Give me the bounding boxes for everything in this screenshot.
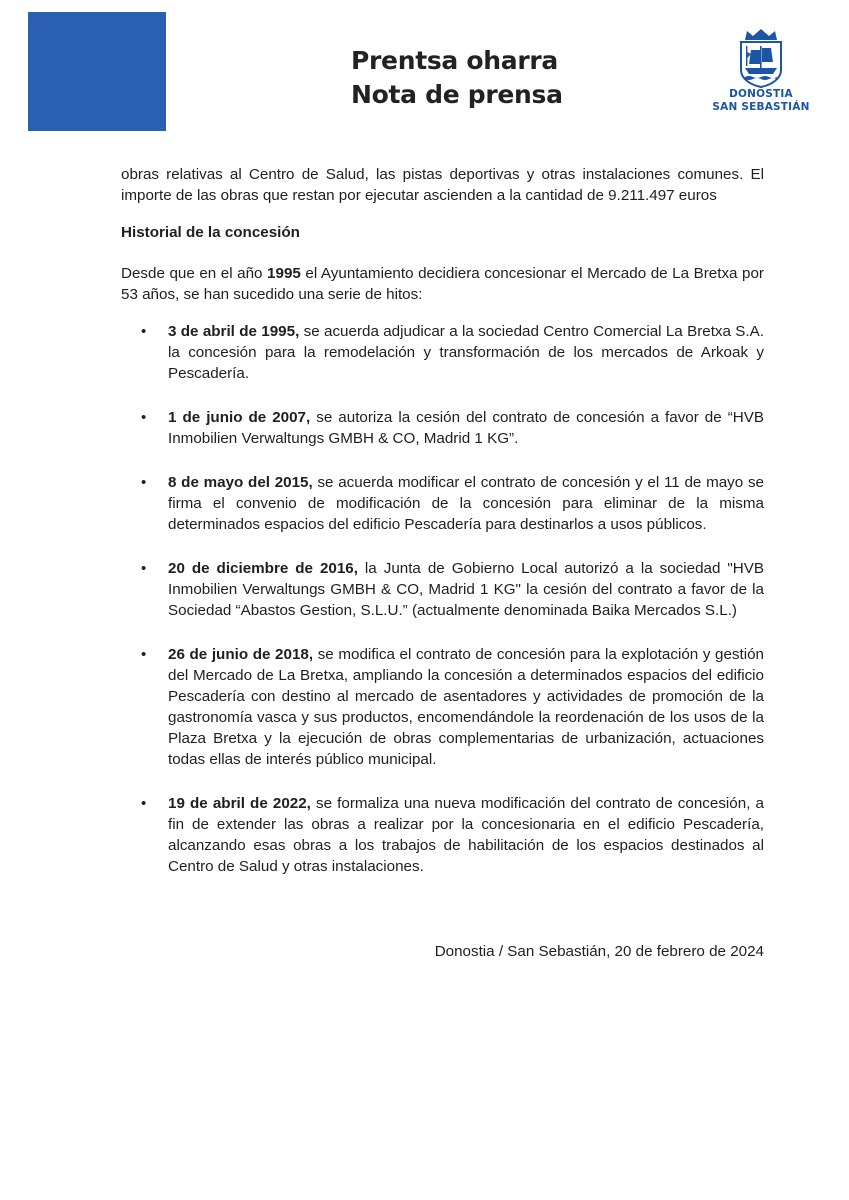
lead-paragraph bbox=[121, 263, 764, 305]
ship-crest-icon bbox=[733, 28, 789, 88]
milestone-item bbox=[121, 407, 764, 449]
lead-year: 1995 bbox=[267, 265, 301, 282]
header-blue-block bbox=[28, 12, 166, 131]
logo-text-san-sebastian: SAN SEBASTIÁN bbox=[712, 101, 810, 113]
city-logo bbox=[706, 28, 816, 114]
milestone-item bbox=[121, 321, 764, 384]
lead-text-end: el Ayuntamiento decidiera concesionar el Mercado de La Bretxa por 53 años, se han sucedido una serie de hitos: bbox=[121, 265, 764, 303]
title-spanish: Nota de prensa bbox=[351, 80, 563, 109]
milestone-item bbox=[121, 644, 764, 770]
milestone-item bbox=[121, 472, 764, 535]
milestone-item bbox=[121, 558, 764, 621]
lead-text-start: Desde que en el año bbox=[121, 265, 268, 282]
milestone-date: 1 de junio de 2007, bbox=[168, 409, 311, 426]
milestone-text: la Junta de Gobierno Local autorizó a la sociedad "HVB Inmobilien Verwaltungs GMBH & CO, Madrid 1 KG" la cesión del contrato a favor de la Sociedad “Abastos Gestion, S.L.U.” (actualmente denominada Baika Mercados S.L.) bbox=[168, 560, 764, 619]
milestone-date: 20 de diciembre de 2016, bbox=[168, 560, 358, 577]
milestone-text: se modifica el contrato de concesión para la explotación y gestión del Mercado de La Bretxa, ampliando la concesión a determinados espacios del edificio Pescadería con destino al mercado de asentadores y actividades de promoción de la gastronomía vasca y sus productos, encomendándole la reordenación de los usos de la Plaza Bretxa y la ejecución de obras complementarias de urbanización, actuaciones todas ellas de interés público municipal. bbox=[168, 646, 765, 768]
intro-paragraph: obras relativas al Centro de Salud, las pistas deportivas y otras instalaciones comunes. El importe de las obras que restan por ejecutar ascienden a la cantidad de 9.211.497 euros bbox=[121, 166, 764, 204]
milestone-text: se acuerda modificar el contrato de concesión y el 11 de mayo se firma el convenio de modificación de la concesión para eliminar de la misma determinados espacios del edificio Pescadería para destinarlos a usos públicos. bbox=[168, 474, 764, 533]
milestone-text: se formaliza una nueva modificación del contrato de concesión, a fin de extender las obras a realizar por la concesionaria en el edificio Pescadería, alcanzando esas obras a los trabajos de habilitación de los espacios destinados al Centro de Salud y otras instalaciones. bbox=[168, 795, 764, 875]
milestone-date: 26 de junio de 2018, bbox=[168, 646, 314, 663]
section-heading: Historial de la concesión bbox=[121, 224, 300, 241]
milestone-date: 8 de mayo del 2015, bbox=[168, 474, 313, 491]
milestone-date: 3 de abril de 1995, bbox=[168, 323, 300, 340]
milestone-item bbox=[121, 793, 764, 877]
milestone-date: 19 de abril de 2022, bbox=[168, 795, 311, 812]
milestone-list bbox=[121, 321, 764, 877]
logo-text-donostia: DONOSTIA bbox=[729, 88, 793, 100]
document-title bbox=[351, 44, 563, 112]
milestone-text: se autoriza la cesión del contrato de concesión a favor de “HVB Inmobilien Verwaltungs GMBH & CO, Madrid 1 KG”. bbox=[168, 409, 764, 447]
place-and-date: Donostia / San Sebastián, 20 de febrero de 2024 bbox=[434, 943, 764, 960]
milestone-text: se acuerda adjudicar a la sociedad Centro Comercial La Bretxa S.A. la concesión para la remodelación y transformación de los mercados de Arkoak y Pescadería. bbox=[168, 323, 765, 382]
press-release-body bbox=[121, 164, 764, 877]
title-basque: Prentsa oharra bbox=[351, 46, 558, 75]
